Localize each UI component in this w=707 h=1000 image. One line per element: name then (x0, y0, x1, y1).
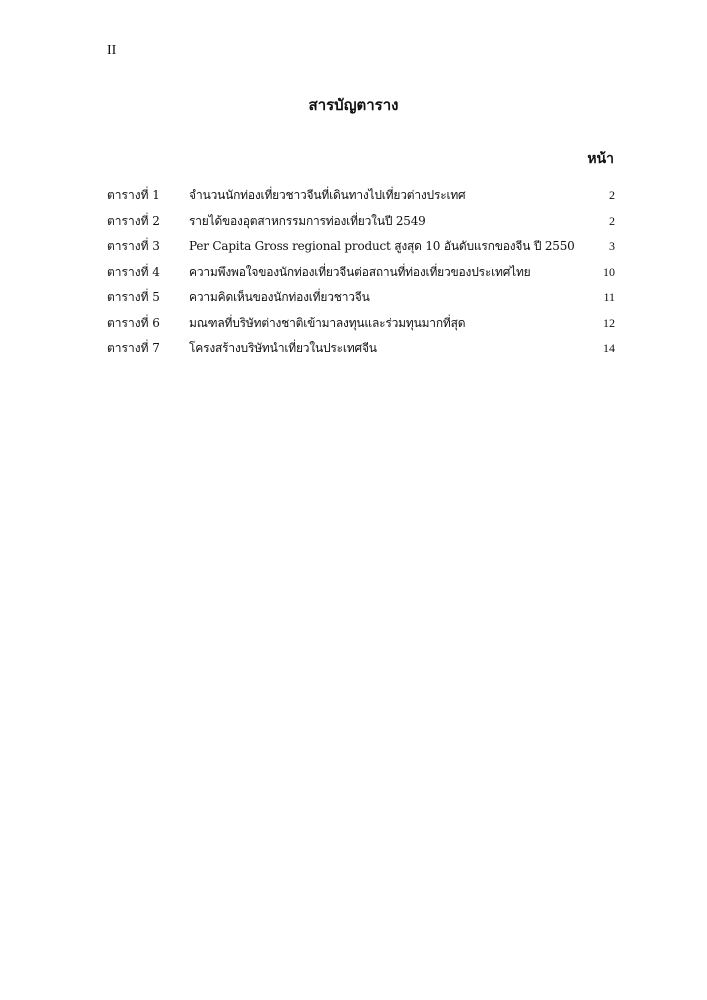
table-of-contents-list (107, 186, 615, 365)
toc-entry-title: รายได้ของอุตสาหกรรมการท่องเที่ยวในปี 2549 (189, 213, 426, 228)
toc-entry-title: ความคิดเห็นของนักท่องเที่ยวชาวจีน (189, 290, 370, 304)
toc-entry-title: จำนวนนักท่องเที่ยวชาวจีนที่เดินทางไปเที่ยวต่างประเทศ (189, 188, 466, 202)
toc-entry-4 (107, 263, 615, 289)
toc-entry-page: 2 (609, 213, 615, 228)
toc-entry-1 (107, 186, 615, 212)
toc-entry-page: 11 (603, 290, 615, 304)
page-title: สารบัญตาราง (308, 96, 399, 114)
toc-entry-label: ตารางที่ 4 (107, 264, 160, 279)
toc-entry-page: 10 (603, 264, 615, 279)
page-number: II (107, 43, 117, 58)
toc-entry-label: ตารางที่ 6 (107, 315, 160, 330)
page-column-header: หน้า (587, 151, 614, 167)
toc-entry-page: 2 (609, 188, 615, 202)
toc-entry-page: 3 (609, 239, 615, 253)
toc-entry-label: ตารางที่ 2 (107, 213, 160, 228)
toc-entry-title: ความพึงพอใจของนักท่องเที่ยวจีนต่อสถานที่ท่องเที่ยวของประเทศไทย (189, 264, 531, 279)
toc-entry-label: ตารางที่ 1 (107, 188, 160, 202)
toc-entry-7 (107, 339, 615, 365)
toc-entry-label: ตารางที่ 3 (107, 239, 160, 253)
toc-entry-title: Per Capita Gross regional product สูงสุด 10 อันดับแรกของจีน ปี 2550 (189, 239, 575, 253)
toc-entry-3 (107, 237, 615, 263)
toc-entry-page: 12 (603, 315, 615, 330)
toc-entry-title: โครงสร้างบริษัทนำเที่ยวในประเทศจีน (189, 341, 377, 355)
toc-entry-title: มณฑลที่บริษัทต่างชาติเข้ามาลงทุนและร่วมทุนมากที่สุด (189, 315, 466, 330)
toc-entry-5 (107, 288, 615, 314)
toc-entry-2 (107, 212, 615, 238)
toc-entry-label: ตารางที่ 5 (107, 290, 160, 304)
toc-entry-page: 14 (603, 341, 615, 355)
toc-entry-label: ตารางที่ 7 (107, 341, 160, 355)
toc-entry-6 (107, 314, 615, 340)
